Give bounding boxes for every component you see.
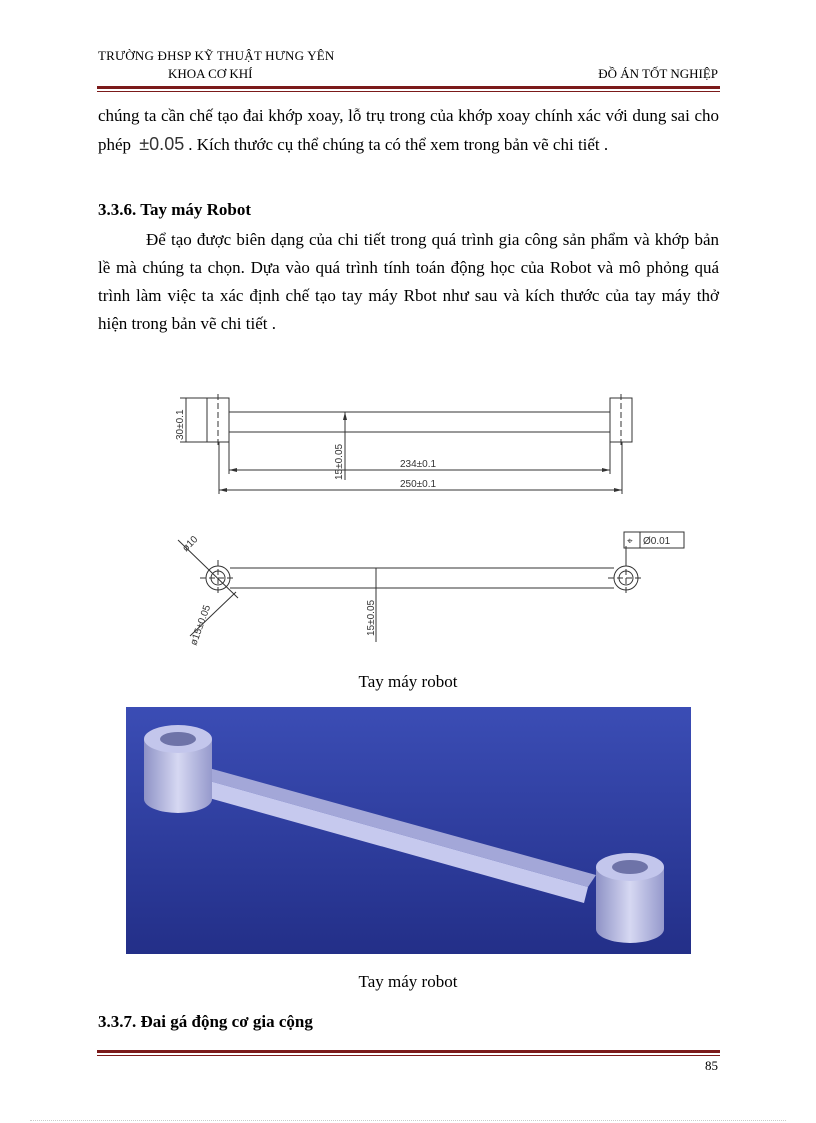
technical-drawing bbox=[150, 380, 690, 660]
section-336-body: Để tạo được biên dạng của chi tiết trong quá trình gia công sản phẩm và khớp bản lề mà chúng ta chọn. Dựa vào quá trình tính toán động học của Robot và mô phỏng quá trình làm việc ta xác định chế tạo tay máy Rbot như sau và kích thước của tay máy thở hiện trong bản vẽ chi tiết . bbox=[98, 230, 719, 333]
header-doc-type: ĐỒ ÁN TỐT NGHIỆP bbox=[598, 66, 718, 81]
dim-inner-label: 234±0.1 bbox=[400, 459, 437, 470]
intro-text-b: . Kích thước cụ thể chúng ta có thể xem trong bản vẽ chi tiết . bbox=[188, 135, 609, 154]
footer-rule-thin bbox=[97, 1055, 720, 1056]
tolerance-value: ±0.05 bbox=[139, 134, 185, 154]
header-school: TRƯỜNG ĐHSP KỸ THUẬT HƯNG YÊN bbox=[98, 48, 335, 63]
page-number: 85 bbox=[705, 1058, 718, 1073]
intro-text-a: chúng ta cần chế tạo đai khớp xoay, lỗ trụ trong của khớp xoay chính xác với dung sai cho phép bbox=[98, 106, 719, 154]
intro-paragraph bbox=[98, 102, 719, 159]
dim-arm-label: 15±0.05 bbox=[334, 443, 345, 480]
page-edge-dots bbox=[30, 1120, 786, 1121]
gdt-value: Ø0.01 bbox=[643, 536, 671, 547]
header-rule-thin bbox=[97, 91, 720, 92]
footer-rule bbox=[97, 1050, 720, 1053]
header-faculty: KHOA CƠ KHÍ bbox=[168, 66, 253, 81]
section-337-heading: 3.3.7. Đai gá động cơ gia cộng bbox=[98, 1012, 313, 1031]
dim-height-label: 30±0.1 bbox=[175, 409, 186, 440]
dim-hole-label: ø10 bbox=[180, 534, 201, 555]
render-3d bbox=[126, 707, 691, 954]
header-rule bbox=[97, 86, 720, 89]
arm-top bbox=[229, 412, 610, 432]
caption-drawing: Tay máy robot bbox=[358, 672, 458, 691]
dim-arm2-label: 15±0.05 bbox=[366, 599, 377, 636]
dim-boss-label: ø15±0.05 bbox=[188, 603, 214, 648]
gdt-symbol: ⌖ bbox=[627, 536, 633, 547]
caption-render: Tay máy robot bbox=[358, 972, 458, 991]
dim-total-label: 250±0.1 bbox=[400, 479, 437, 490]
section-336-heading: 3.3.6. Tay máy Robot bbox=[98, 200, 252, 219]
